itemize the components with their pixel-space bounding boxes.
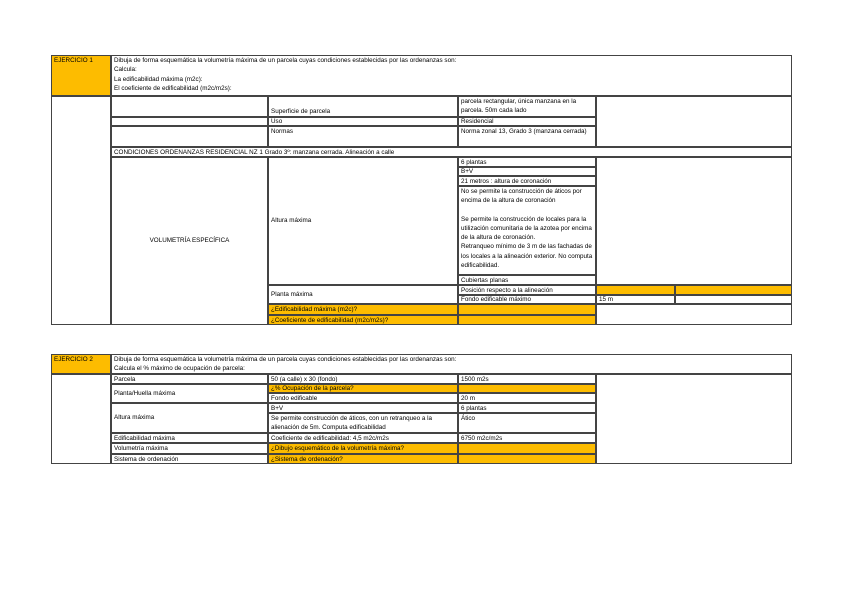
superficie-label-cell[interactable] [268, 96, 458, 117]
ex2-huella-label: Planta/Huella máxima [114, 389, 176, 397]
ex2-left-blank[interactable] [51, 374, 111, 464]
ex2-edif-value: 6750 m2c/m2s [461, 435, 503, 442]
ex2-sist-label: Sistema de ordenación [114, 456, 179, 463]
q-coeficiente-cell[interactable] [268, 315, 458, 325]
ex2-huella-label-cell[interactable] [111, 384, 268, 403]
ex2-edif-coef: Coeficiente de edificabilidad: 4,5 m2c/m2s [271, 435, 389, 442]
ex2-aticos-value: Ático [461, 415, 475, 422]
ex2-statement-cell[interactable] [111, 354, 792, 374]
ex2-vol-label-cell[interactable] [111, 443, 268, 454]
cubiertas-value: Cubiertas planas [461, 277, 509, 284]
ex2-vol-label: Volumetría máxima [114, 445, 168, 452]
ex1-statement-cell[interactable] [111, 55, 792, 96]
ex2-parcela-label-cell[interactable] [111, 374, 268, 384]
aticos-note: No se permite la construcción de áticos por encima de la altura de coronación [461, 188, 582, 205]
superficie-label: Superficie de parcela [271, 108, 331, 115]
q-sistema-cell[interactable] [268, 454, 458, 464]
ex2-edif-value-cell[interactable] [458, 433, 596, 443]
fondo-value-cell[interactable] [596, 295, 675, 304]
altura-label: Altura máxima [271, 217, 312, 225]
ex2-edif-label: Edificabilidad máxima [114, 435, 175, 442]
ex1-statement-line: La edificabilidad máxima (m2c): [114, 75, 203, 83]
posicion-label: Posición respecto a la alineación [461, 287, 553, 294]
uso-value: Residencial [461, 118, 494, 125]
q-edificabilidad-answer[interactable] [458, 304, 596, 315]
ex1-statement-line: Calcula: [114, 66, 137, 74]
ex2-label-cell[interactable] [51, 354, 111, 374]
uso-label: Uso [271, 118, 283, 125]
ex2-fondo-value: 20 m [461, 395, 475, 402]
ex2-parcela-dim-cell[interactable] [268, 374, 458, 384]
ex1-label: EJERCICIO 1 [54, 57, 93, 64]
ex1-blank-cell[interactable] [675, 295, 792, 304]
q-coeficiente: ¿Coeficiente de edificabilidad (m2c/m2s)? [271, 317, 389, 324]
condiciones-title-cell[interactable] [111, 147, 792, 157]
ex2-fondo-value-cell[interactable] [458, 393, 596, 403]
q-edificabilidad-cell[interactable] [268, 304, 458, 315]
ex1-blank-cell[interactable] [111, 96, 268, 117]
ex2-aticos-value-cell[interactable] [458, 413, 596, 433]
ex1-label-cell[interactable] [51, 55, 111, 96]
planta-label-cell[interactable] [268, 285, 458, 304]
fondo-label-cell[interactable] [458, 295, 596, 304]
ex2-aticos-text-cell[interactable] [268, 413, 458, 433]
ex2-edif-label-cell[interactable] [111, 433, 268, 443]
ex2-altura-bv-cell[interactable] [268, 403, 458, 413]
ex1-right-blank[interactable] [596, 304, 792, 325]
q-sistema-answer[interactable] [458, 454, 596, 464]
volumetria-label: VOLUMETRÍA ESPECÍFICA [149, 237, 230, 245]
q-edificabilidad: ¿Edificabilidad máxima (m2c)? [271, 306, 358, 313]
planta-label: Planta máxima [271, 290, 313, 298]
altura-coronacion: 21 metros : altura de coronación [461, 178, 552, 185]
altura-plantas: 6 plantas [461, 159, 487, 166]
locales-note: Se permite la construcción de locales para la utilización comunitaria de la azotea por encima de la altura de coronación. [461, 215, 592, 242]
q-sistema: ¿Sistema de ordenación? [271, 456, 343, 463]
ex1-blank-cell[interactable] [111, 126, 268, 147]
fondo-label: Fondo edificable máximo [461, 296, 532, 303]
ex2-parcela-label: Parcela [114, 376, 136, 383]
ex1-right-blank[interactable] [596, 157, 792, 285]
ex2-right-blank[interactable] [596, 374, 792, 464]
q-coeficiente-answer[interactable] [458, 315, 596, 325]
altura-plantas-cell[interactable] [458, 157, 596, 167]
ex1-statement-line: El coeficiente de edificabilidad (m2c/m2s): [114, 84, 232, 92]
altura-notes-cell[interactable] [458, 186, 596, 275]
condiciones-title: CONDICIONES ORDENANZAS RESIDENCIAL NZ 1 Grado 3º: manzana cerrada. Alineación a calle [114, 149, 395, 156]
normas-value: Norma zonal 13, Grado 3 (manzana cerrada) [461, 128, 587, 135]
q-ocupacion: ¿% Ocupación de la parcela? [271, 385, 354, 392]
uso-value-cell[interactable] [458, 117, 596, 126]
retranqueo-note: Retranqueo mínimo de 3 m de las fachadas de los locales a la alineación exterior. No computa edificabilidad. [461, 243, 593, 270]
ex2-altura-plantas-cell[interactable] [458, 403, 596, 413]
fondo-value: 15 m [599, 296, 613, 303]
altura-bv-cell[interactable] [458, 167, 596, 176]
altura-bv: B+V [461, 168, 474, 175]
ex2-parcela-dim: 50 (a calle) x 30 (fondo) [271, 376, 338, 383]
ex1-blank-cell[interactable] [111, 117, 268, 126]
ex2-altura-label: Altura máxima [114, 414, 155, 422]
normas-label: Normas [271, 128, 294, 135]
ex2-sist-label-cell[interactable] [111, 454, 268, 464]
ex2-altura-label-cell[interactable] [111, 403, 268, 433]
ex2-label: EJERCICIO 2 [54, 356, 93, 363]
ex2-edif-coef-cell[interactable] [268, 433, 458, 443]
q-volumetria-answer[interactable] [458, 443, 596, 454]
ex2-aticos-text: Se permite construcción de áticos, con un retranqueo a la alienación de 5m. Computa edificabilidad [271, 415, 433, 432]
altura-label-cell[interactable] [268, 157, 458, 285]
ex2-parcela-sup: 1500 m2s [461, 376, 489, 383]
ex1-right-blank[interactable] [596, 96, 792, 147]
ex1-statement-line: Dibuja de forma esquemática la volumetría máxima de un parcela cuyas condiciones establecidas por las ordenanzas son: [114, 57, 457, 64]
posicion-cell[interactable] [458, 285, 596, 295]
ex2-statement-line: Calcula el % máximo de ocupación de parcela: [114, 365, 245, 373]
q-ocupacion-answer[interactable] [458, 384, 596, 393]
q-volumetria: ¿Dibujo esquemático de la volumetría máxima? [271, 445, 404, 452]
superficie-value-cell[interactable] [458, 96, 596, 117]
uso-label-cell[interactable] [268, 117, 458, 126]
ex2-altura-bv: B+V [271, 405, 284, 412]
q-volumetria-cell[interactable] [268, 443, 458, 454]
posicion-answer-cell[interactable] [596, 285, 675, 295]
cubiertas-cell[interactable] [458, 275, 596, 285]
normas-label-cell[interactable] [268, 126, 458, 147]
ex2-fondo-label-cell[interactable] [268, 393, 458, 403]
volumetria-label-cell[interactable] [111, 157, 268, 325]
posicion-answer-cell[interactable] [675, 285, 792, 295]
ex1-left-blank[interactable] [51, 96, 111, 325]
normas-value-cell[interactable] [458, 126, 596, 147]
altura-coronacion-cell[interactable] [458, 176, 596, 186]
ex2-altura-plantas: 6 plantas [461, 405, 487, 412]
ex2-parcela-sup-cell[interactable] [458, 374, 596, 384]
q-ocupacion-cell[interactable] [268, 384, 458, 393]
ex2-statement-line: Dibuja de forma esquemática la volumetría máxima de un parcela cuyas condiciones establecidas por las ordenanzas son: [114, 356, 457, 363]
superficie-value: parcela rectangular, única manzana en la parcela. 50m cada lado [461, 98, 577, 115]
ex2-fondo-label: Fondo edificable [271, 395, 318, 402]
